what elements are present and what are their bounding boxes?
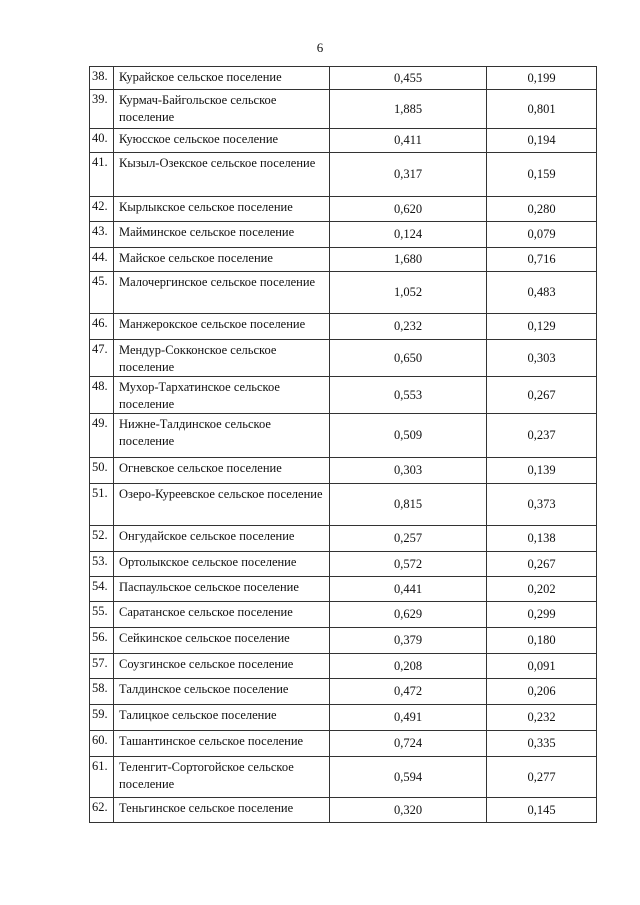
value-column-2: 0,483: [487, 272, 597, 314]
table-row: [90, 679, 597, 705]
value-column-2: 0,202: [487, 577, 597, 602]
settlement-name: Ташантинское сельское поселение: [114, 731, 330, 757]
value-column-2: 0,267: [487, 377, 597, 414]
value-column-1: 0,257: [330, 526, 487, 552]
table-row: [90, 197, 597, 222]
settlement-name: Кырлыкское сельское поселение: [114, 197, 330, 222]
value-column-2: 0,237: [487, 414, 597, 458]
page-number: 6: [316, 40, 324, 55]
row-number: 61.: [90, 757, 114, 798]
row-number: 56.: [90, 628, 114, 654]
value-column-1: 0,303: [330, 458, 487, 484]
value-column-2: 0,199: [487, 67, 597, 90]
row-number: 58.: [90, 679, 114, 705]
row-number: 45.: [90, 272, 114, 314]
value-column-1: 0,572: [330, 552, 487, 577]
row-number: 54.: [90, 577, 114, 602]
value-column-2: 0,139: [487, 458, 597, 484]
table-row: [90, 705, 597, 731]
table-row: [90, 484, 597, 526]
row-number: 60.: [90, 731, 114, 757]
row-number: 51.: [90, 484, 114, 526]
settlement-name: Куюсское сельское поселение: [114, 129, 330, 153]
table-row: [90, 377, 597, 414]
value-column-1: 0,124: [330, 222, 487, 248]
row-number: 47.: [90, 340, 114, 377]
settlement-name: Майское сельское поселение: [114, 248, 330, 272]
settlement-name: Мухор-Тархатинское сельское поселение: [114, 377, 330, 414]
value-column-2: 0,079: [487, 222, 597, 248]
table-row: [90, 90, 597, 129]
value-column-2: 0,335: [487, 731, 597, 757]
settlement-name: Курайское сельское поселение: [114, 67, 330, 90]
table-row: [90, 628, 597, 654]
value-column-2: 0,801: [487, 90, 597, 129]
settlement-name: Малочергинское сельское поселение: [114, 272, 330, 314]
value-column-2: 0,194: [487, 129, 597, 153]
value-column-1: 0,594: [330, 757, 487, 798]
value-column-1: 0,472: [330, 679, 487, 705]
row-number: 40.: [90, 129, 114, 153]
value-column-1: 0,553: [330, 377, 487, 414]
row-number: 50.: [90, 458, 114, 484]
settlement-name: Курмач-Байгольское сельское поселение: [114, 90, 330, 129]
row-number: 41.: [90, 153, 114, 197]
value-column-2: 0,277: [487, 757, 597, 798]
settlement-name: Ортолыкское сельское поселение: [114, 552, 330, 577]
value-column-1: 0,232: [330, 314, 487, 340]
row-number: 43.: [90, 222, 114, 248]
value-column-1: 0,620: [330, 197, 487, 222]
value-column-2: 0,280: [487, 197, 597, 222]
table-row: [90, 222, 597, 248]
settlements-table: [89, 66, 597, 823]
row-number: 38.: [90, 67, 114, 90]
row-number: 53.: [90, 552, 114, 577]
settlement-name: Теленгит-Сортогойское сельское поселение: [114, 757, 330, 798]
row-number: 42.: [90, 197, 114, 222]
value-column-1: 0,629: [330, 602, 487, 628]
settlement-name: Саратанское сельское поселение: [114, 602, 330, 628]
value-column-2: 0,145: [487, 798, 597, 823]
value-column-1: 0,441: [330, 577, 487, 602]
settlement-name: Огневское сельское поселение: [114, 458, 330, 484]
table-row: [90, 654, 597, 679]
value-column-1: 1,885: [330, 90, 487, 129]
row-number: 59.: [90, 705, 114, 731]
value-column-2: 0,303: [487, 340, 597, 377]
value-column-1: 1,680: [330, 248, 487, 272]
value-column-1: 0,815: [330, 484, 487, 526]
settlement-name: Паспаульское сельское поселение: [114, 577, 330, 602]
value-column-2: 0,091: [487, 654, 597, 679]
value-column-1: 0,411: [330, 129, 487, 153]
table-row: [90, 129, 597, 153]
row-number: 48.: [90, 377, 114, 414]
table-row: [90, 153, 597, 197]
value-column-2: 0,716: [487, 248, 597, 272]
row-number: 44.: [90, 248, 114, 272]
value-column-2: 0,373: [487, 484, 597, 526]
settlement-name: Соузгинское сельское поселение: [114, 654, 330, 679]
row-number: 55.: [90, 602, 114, 628]
value-column-2: 0,159: [487, 153, 597, 197]
row-number: 57.: [90, 654, 114, 679]
settlement-name: Сейкинское сельское поселение: [114, 628, 330, 654]
value-column-1: 0,650: [330, 340, 487, 377]
settlement-name: Талицкое сельское поселение: [114, 705, 330, 731]
value-column-1: 0,455: [330, 67, 487, 90]
value-column-1: 0,208: [330, 654, 487, 679]
value-column-1: 0,379: [330, 628, 487, 654]
table-body: [90, 67, 597, 823]
settlement-name: Теньгинское сельское поселение: [114, 798, 330, 823]
value-column-1: 0,491: [330, 705, 487, 731]
table-row: [90, 552, 597, 577]
value-column-1: 0,509: [330, 414, 487, 458]
table-row: [90, 248, 597, 272]
value-column-2: 0,267: [487, 552, 597, 577]
value-column-2: 0,299: [487, 602, 597, 628]
table-row: [90, 526, 597, 552]
table-row: [90, 67, 597, 90]
settlement-name: Онгудайское сельское поселение: [114, 526, 330, 552]
value-column-1: 1,052: [330, 272, 487, 314]
table-row: [90, 731, 597, 757]
settlement-name: Талдинское сельское поселение: [114, 679, 330, 705]
settlement-name: Мендур-Сокконское сельское поселение: [114, 340, 330, 377]
row-number: 46.: [90, 314, 114, 340]
settlement-name: Озеро-Куреевское сельское поселение: [114, 484, 330, 526]
settlement-name: Майминское сельское поселение: [114, 222, 330, 248]
table-row: [90, 314, 597, 340]
table-row: [90, 340, 597, 377]
table-row: [90, 272, 597, 314]
settlement-name: Нижне-Талдинское сельское поселение: [114, 414, 330, 458]
settlement-name: Кызыл-Озекское сельское поселение: [114, 153, 330, 197]
row-number: 52.: [90, 526, 114, 552]
row-number: 49.: [90, 414, 114, 458]
value-column-2: 0,180: [487, 628, 597, 654]
table-row: [90, 577, 597, 602]
table-row: [90, 757, 597, 798]
value-column-1: 0,320: [330, 798, 487, 823]
value-column-2: 0,138: [487, 526, 597, 552]
table-row: [90, 458, 597, 484]
row-number: 62.: [90, 798, 114, 823]
table-row: [90, 798, 597, 823]
table-row: [90, 602, 597, 628]
value-column-1: 0,317: [330, 153, 487, 197]
value-column-2: 0,232: [487, 705, 597, 731]
value-column-2: 0,129: [487, 314, 597, 340]
row-number: 39.: [90, 90, 114, 129]
value-column-2: 0,206: [487, 679, 597, 705]
table-row: [90, 414, 597, 458]
value-column-1: 0,724: [330, 731, 487, 757]
settlement-name: Манжерокское сельское поселение: [114, 314, 330, 340]
